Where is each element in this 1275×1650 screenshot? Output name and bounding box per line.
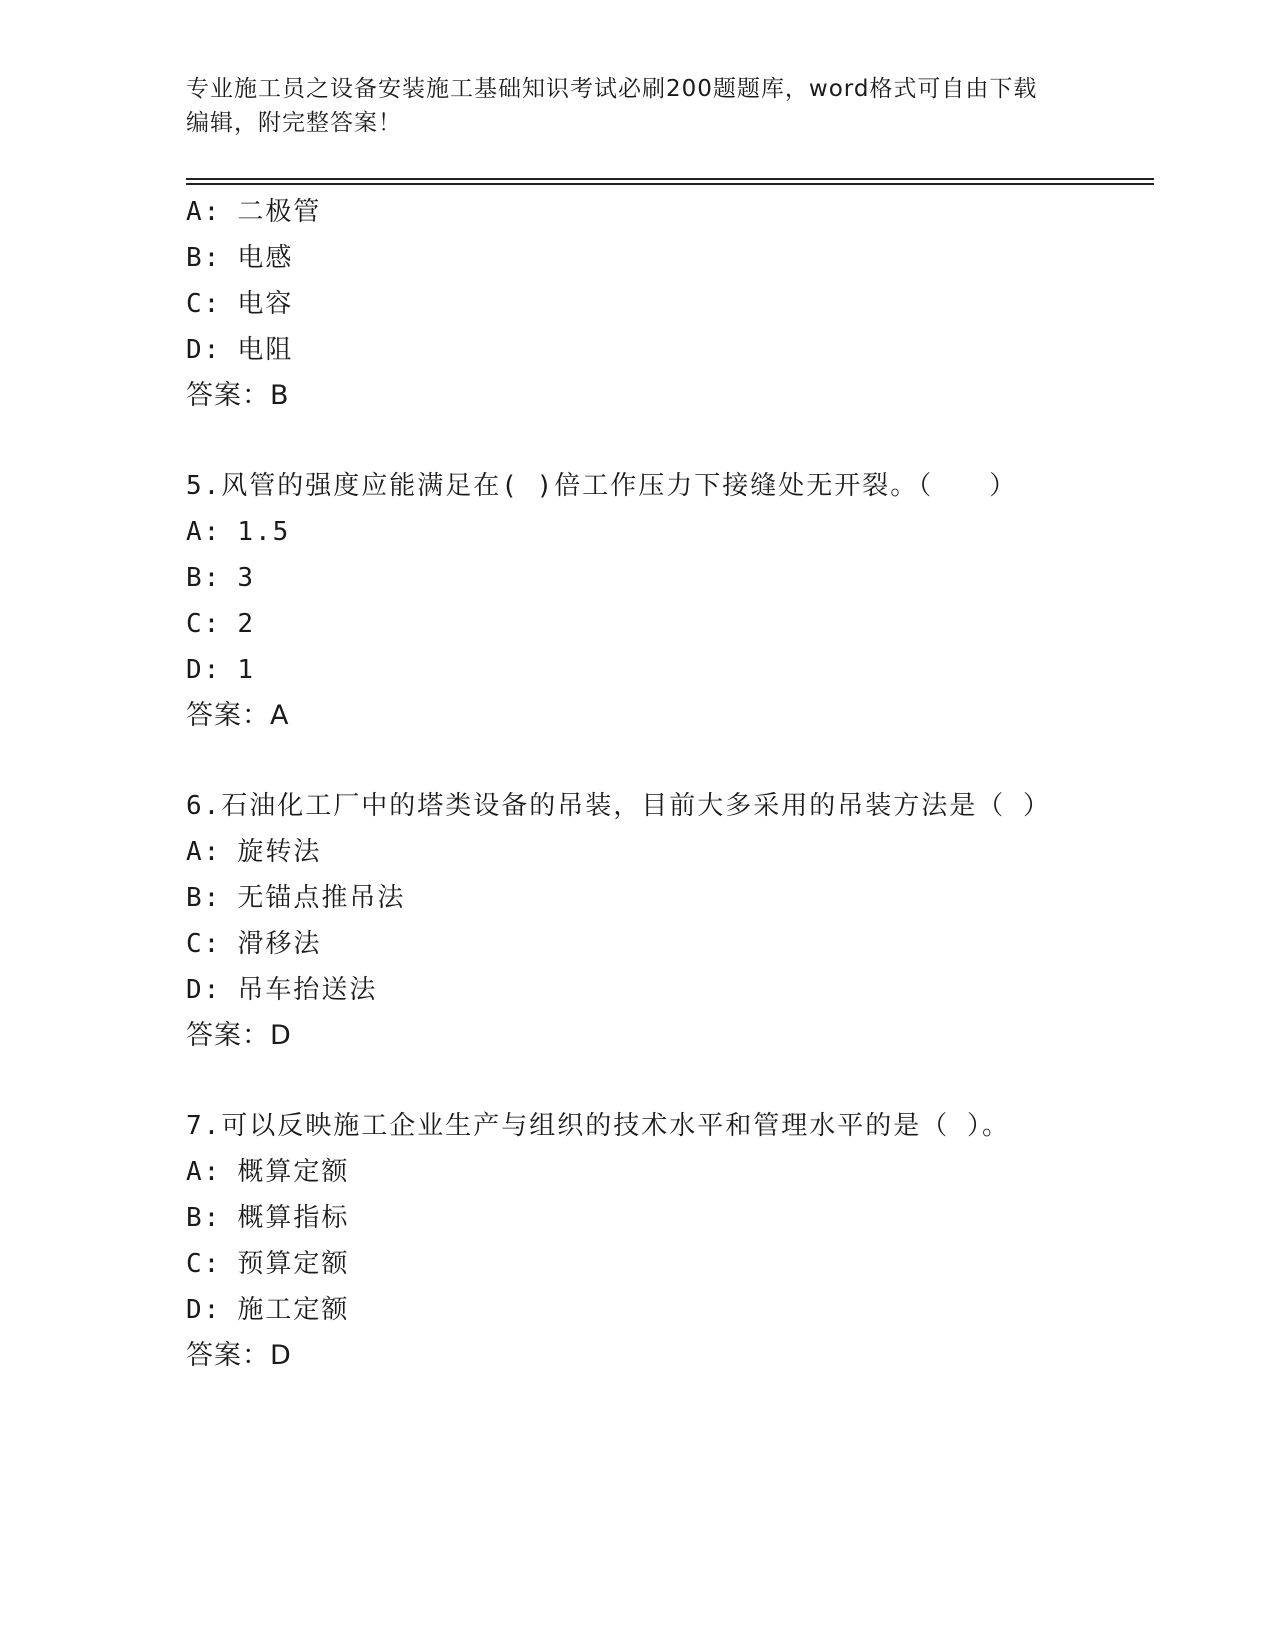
option-d bbox=[186, 327, 1154, 373]
option-key: D: bbox=[186, 975, 222, 1005]
option-key: D: bbox=[186, 1295, 222, 1325]
option-d bbox=[186, 967, 1154, 1013]
header-title-line-1: 专业施工员之设备安装施工基础知识考试必刷200题题库，word格式可自由下载 bbox=[186, 76, 1038, 102]
option-c bbox=[186, 921, 1154, 967]
option-key: B: bbox=[186, 1203, 222, 1233]
option-key: A: bbox=[186, 837, 222, 867]
question-block bbox=[186, 463, 1154, 739]
document-header bbox=[186, 72, 1086, 140]
option-key: B: bbox=[186, 883, 222, 913]
option-text: 施工定额 bbox=[237, 1295, 350, 1325]
option-text: 概算指标 bbox=[237, 1203, 350, 1233]
option-text: 二极管 bbox=[237, 197, 322, 227]
answer-line: 答案：B bbox=[186, 380, 290, 411]
question-block bbox=[186, 783, 1154, 1059]
option-key: A: bbox=[186, 517, 222, 547]
option-b bbox=[186, 875, 1154, 921]
option-text: 2 bbox=[237, 609, 255, 639]
option-key: C: bbox=[186, 289, 222, 319]
option-text: 电容 bbox=[237, 289, 294, 319]
option-key: B: bbox=[186, 563, 222, 593]
option-a bbox=[186, 829, 1154, 875]
option-key: A: bbox=[186, 197, 222, 227]
option-text: 预算定额 bbox=[237, 1249, 350, 1279]
option-key: C: bbox=[186, 929, 222, 959]
question-block bbox=[186, 1103, 1154, 1379]
option-text: 概算定额 bbox=[237, 1157, 350, 1187]
question-text: 6.石油化工厂中的塔类设备的吊装，目前大多采用的吊装方法是（ ） bbox=[186, 791, 1051, 821]
header-title-line-2: 编辑，附完整答案！ bbox=[186, 110, 402, 136]
question-text: 7.可以反映施工企业生产与组织的技术水平和管理水平的是（ ）。 bbox=[186, 1111, 1010, 1141]
option-a bbox=[186, 1149, 1154, 1195]
option-text: 3 bbox=[237, 563, 255, 593]
option-b bbox=[186, 1195, 1154, 1241]
option-key: B: bbox=[186, 243, 222, 273]
option-d bbox=[186, 647, 1154, 693]
option-text: 1 bbox=[237, 655, 255, 685]
option-key: D: bbox=[186, 335, 222, 365]
option-key: C: bbox=[186, 609, 222, 639]
option-b bbox=[186, 235, 1154, 281]
option-c bbox=[186, 601, 1154, 647]
option-text: 无锚点推吊法 bbox=[237, 883, 406, 913]
option-text: 电感 bbox=[237, 243, 294, 273]
option-key: D: bbox=[186, 655, 222, 685]
question-text: 5.风管的强度应能满足在( )倍工作压力下接缝处无开裂。（ ） bbox=[186, 471, 1018, 501]
option-text: 滑移法 bbox=[237, 929, 322, 959]
option-a bbox=[186, 189, 1154, 235]
option-text: 1.5 bbox=[237, 517, 291, 547]
answer-line: 答案：D bbox=[186, 1020, 292, 1051]
option-key: A: bbox=[186, 1157, 222, 1187]
header-divider-top bbox=[186, 178, 1154, 180]
header-divider-bottom bbox=[186, 183, 1154, 185]
option-c bbox=[186, 1241, 1154, 1287]
option-text: 旋转法 bbox=[237, 837, 322, 867]
option-text: 吊车抬送法 bbox=[237, 975, 378, 1005]
option-d bbox=[186, 1287, 1154, 1333]
option-text: 电阻 bbox=[237, 335, 294, 365]
option-b bbox=[186, 555, 1154, 601]
option-c bbox=[186, 281, 1154, 327]
question-block bbox=[186, 189, 1154, 419]
option-a bbox=[186, 509, 1154, 555]
question-list bbox=[186, 189, 1154, 1379]
option-key: C: bbox=[186, 1249, 222, 1279]
answer-line: 答案：A bbox=[186, 700, 290, 731]
answer-line: 答案：D bbox=[186, 1340, 292, 1371]
